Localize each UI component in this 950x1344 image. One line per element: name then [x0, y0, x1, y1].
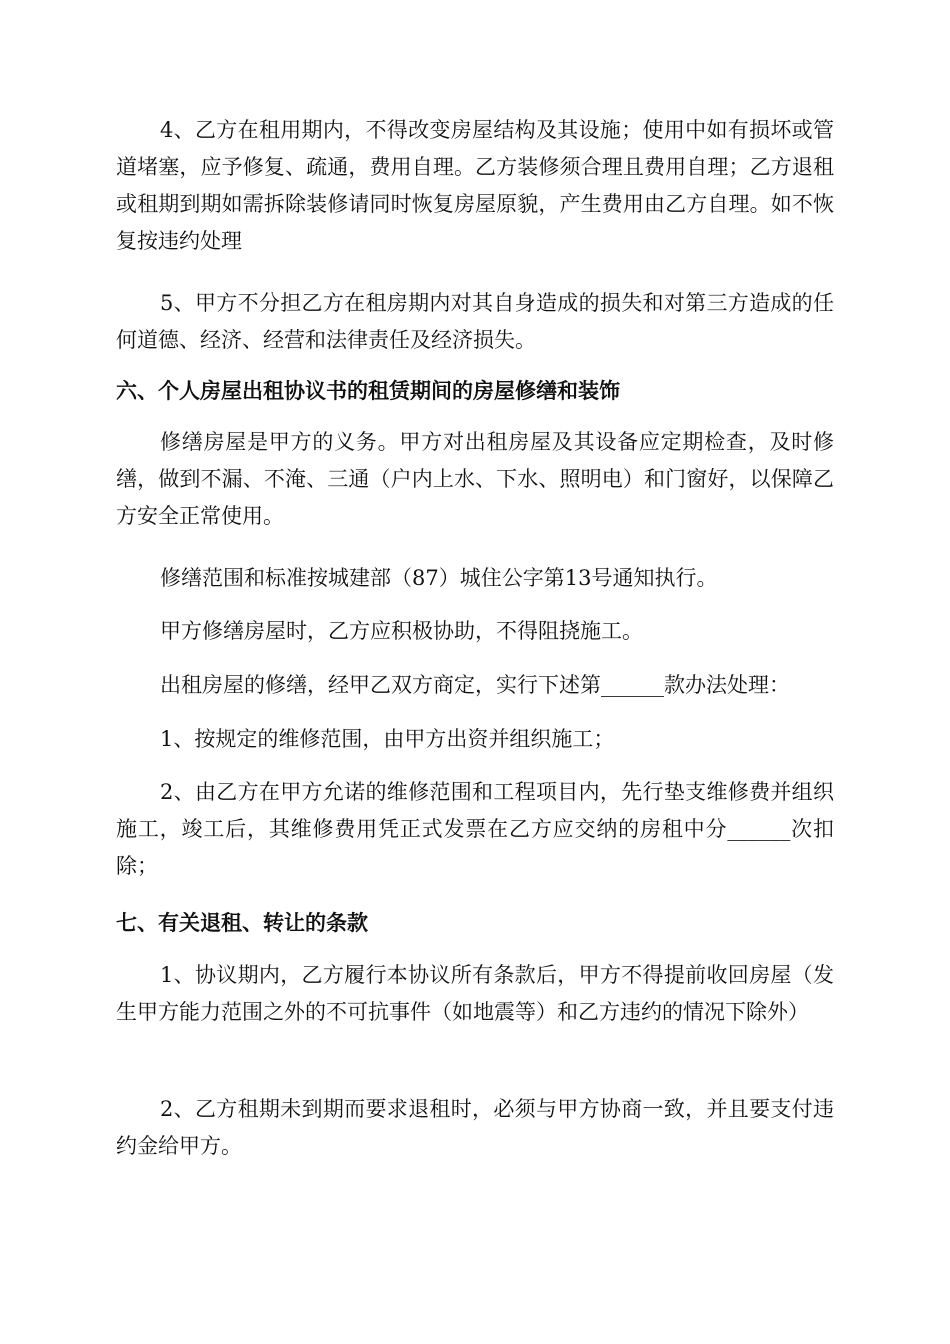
section-6-heading: 六、个人房屋出租协议书的租赁期间的房屋修缮和装饰 [116, 378, 620, 403]
section-6-paragraph-method: 出租房屋的修缮，经甲乙双方商定，实行下述第______款办法处理： [160, 673, 790, 697]
section-7-clause-2: 2、乙方租期未到期而要求退租时，必须与甲方协商一致，并且要支付违约金给甲方。 [116, 1097, 834, 1158]
section-7-clause-1: 1、协议期内，乙方履行本协议所有条款后，甲方不得提前收回房屋（发生甲方能力范围之外的不可抗事件（如地震等）和乙方违约的情况下除外） [116, 963, 834, 1024]
section-6-paragraph-repair-duty: 修缮房屋是甲方的义务。甲方对出租房屋及其设备应定期检查，及时修缮，做到不漏、不淹、三通（户内上水、下水、照明电）和门窗好，以保障乙方安全正常使用。 [116, 430, 834, 528]
section-6-option-1: 1、按规定的维修范围，由甲方出资并组织施工； [160, 727, 615, 751]
section-6-paragraph-repair-scope: 修缮范围和标准按城建部（87）城住公字第13号通知执行。 [160, 566, 718, 590]
section-6-option-2: 2、由乙方在甲方允诺的维修范围和工程项目内，先行垫支维修费并组织施工，竣工后，其维修费用凭正式发票在乙方应交纳的房租中分______次扣除； [116, 780, 834, 878]
clause-5-paragraph: 5、甲方不分担乙方在租房期内对其自身造成的损失和对第三方造成的任何道德、经济、经营和法律责任及经济损失。 [116, 291, 834, 352]
section-7-heading: 七、有关退租、转让的条款 [116, 910, 368, 935]
section-6-paragraph-cooperation: 甲方修缮房屋时，乙方应积极协助，不得阻挠施工。 [160, 619, 643, 643]
clause-4-paragraph: 4、乙方在租用期内，不得改变房屋结构及其设施；使用中如有损坏或管道堵塞，应予修复、疏通，费用自理。乙方装修须合理且费用自理；乙方退租或租期到期如需拆除装修请同时恢复房屋原貌，产生费用由乙方自理。如不恢复按违约处理 [116, 118, 834, 253]
